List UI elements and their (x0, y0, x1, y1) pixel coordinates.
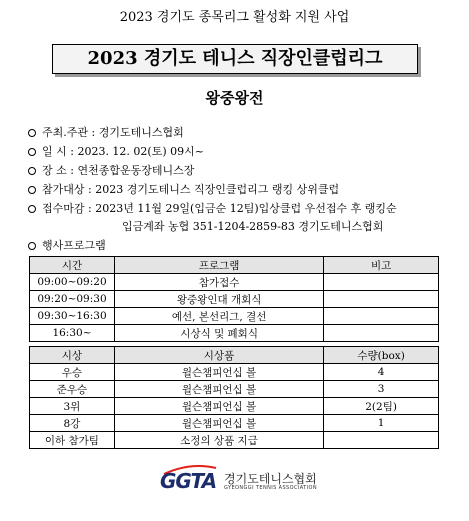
prize-header-row (30, 347, 439, 364)
prize-quantity: 4 (324, 364, 439, 381)
prize-rank: 준우승 (30, 381, 115, 398)
event-sub-heading: 왕중왕전 (205, 89, 264, 107)
info-eligibility-text: 참가대상 : 2023 경기도테니스 직장인클럽리그 랭킹 상위클럽 (42, 183, 340, 196)
prize-quantity: 1 (324, 415, 439, 432)
prize-item: 윌슨챔피언십 볼 (114, 381, 323, 398)
table-row (30, 291, 439, 308)
schedule-time: 09:30~16:30 (30, 308, 115, 325)
table-row (30, 364, 439, 381)
info-date (28, 143, 204, 159)
info-eligibility (28, 181, 339, 197)
prize-table (29, 346, 439, 449)
prize-item: 윌슨챔피언십 볼 (114, 398, 323, 415)
circle-bullet-icon (28, 205, 36, 213)
program-heading-text: 행사프로그램 (42, 239, 106, 252)
prize-rank: 이하 참가팀 (30, 432, 115, 449)
circle-bullet-icon (28, 129, 36, 137)
circle-bullet-icon (28, 148, 36, 156)
table-row (30, 274, 439, 291)
event-subtitle: 2023 경기도 종목리그 활성화 지원 사업 (119, 10, 350, 25)
table-row (30, 308, 439, 325)
circle-bullet-icon (28, 167, 36, 175)
prize-item: 소정의 상품 지급 (114, 432, 323, 449)
table-row (30, 415, 439, 432)
prize-rank: 우승 (30, 364, 115, 381)
schedule-time: 16:30~ (30, 325, 115, 342)
info-program-heading (28, 237, 106, 253)
logo-mark-text: GGTA (160, 469, 217, 493)
schedule-note (324, 291, 439, 308)
schedule-program: 시상식 및 폐회식 (114, 325, 323, 342)
prize-quantity (324, 432, 439, 449)
schedule-time: 09:00~09:20 (30, 274, 115, 291)
logo-english-name: GYEONGGI TENNIS ASSOCIATION (224, 485, 317, 491)
schedule-table (29, 256, 439, 342)
prize-rank: 8강 (30, 415, 115, 432)
prize-header-cell: 시상품 (114, 347, 323, 364)
schedule-time: 09:20~09:30 (30, 291, 115, 308)
event-title: 2023 경기도 테니스 직장인클럽리그 (52, 44, 418, 74)
table-row (30, 381, 439, 398)
info-deadline-text: 접수마감 : 2023년 11월 29일(입금순 12팀)입상클럽 우선접수 후 랭킹순 (42, 202, 397, 215)
prize-rank: 3위 (30, 398, 115, 415)
table-row (30, 432, 439, 449)
info-account: 입금계좌 농협 351-1204-2859-83 경기도테니스협회 (122, 220, 384, 233)
prize-quantity: 3 (324, 381, 439, 398)
schedule-note (324, 274, 439, 291)
info-deadline (28, 200, 397, 216)
circle-bullet-icon (28, 186, 36, 194)
info-venue (28, 162, 194, 178)
info-date-text: 일 시 : 2023. 12. 02(토) 09시~ (42, 145, 204, 158)
schedule-note (324, 308, 439, 325)
circle-bullet-icon (28, 242, 36, 250)
schedule-program: 왕중왕인대 개회식 (114, 291, 323, 308)
logo-name: 경기도테니스협회 (224, 472, 317, 486)
prize-quantity: 2(2팀) (324, 398, 439, 415)
schedule-header-cell: 비고 (324, 257, 439, 274)
schedule-program: 예선, 본선리그, 결선 (114, 308, 323, 325)
schedule-program: 참가접수 (114, 274, 323, 291)
info-venue-text: 장 소 : 연천종합운동장테니스장 (42, 164, 195, 177)
schedule-note (324, 325, 439, 342)
table-row (30, 398, 439, 415)
prize-header-cell: 시상 (30, 347, 115, 364)
info-organizer-text: 주최.주관 : 경기도테니스협회 (42, 126, 184, 139)
schedule-header-cell: 프로그램 (114, 257, 323, 274)
info-organizer (28, 124, 184, 140)
table-row (30, 325, 439, 342)
prize-item: 윌슨챔피언십 볼 (114, 364, 323, 381)
schedule-header-row (30, 257, 439, 274)
logo-mark (160, 469, 216, 493)
schedule-header-cell: 시간 (30, 257, 115, 274)
prize-header-cell: 수량(box) (324, 347, 439, 364)
prize-item: 윌슨챔피언십 볼 (114, 415, 323, 432)
